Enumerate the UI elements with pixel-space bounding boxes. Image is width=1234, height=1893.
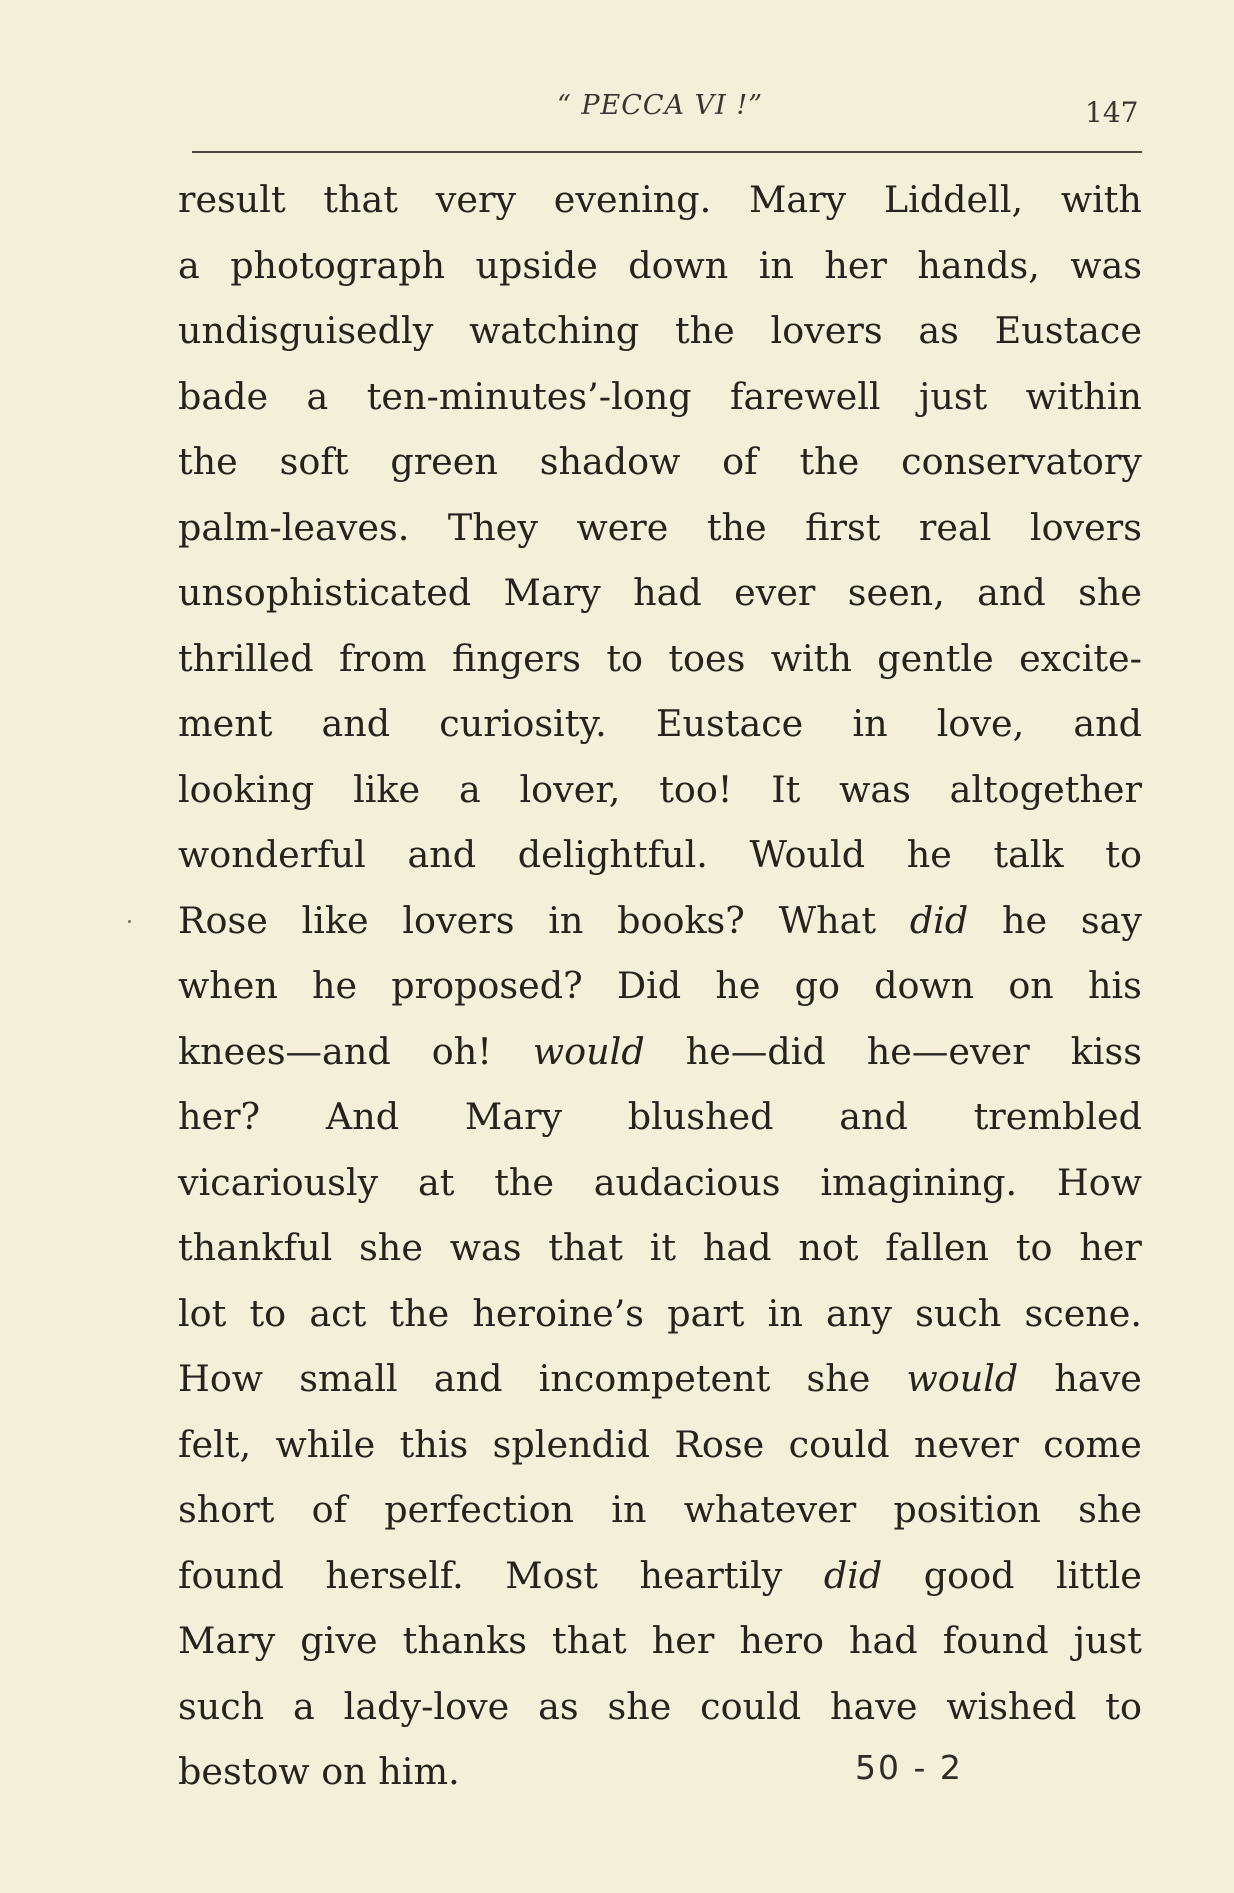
- word: heroine’s: [472, 1291, 645, 1335]
- word: a: [306, 374, 329, 418]
- word: was: [1070, 243, 1142, 287]
- word: unsophisticated: [178, 571, 472, 614]
- word: Most: [505, 1553, 598, 1597]
- word: How: [1056, 1160, 1142, 1204]
- word: delightful.: [517, 833, 708, 876]
- word: such: [178, 1684, 265, 1728]
- page-number: 147: [1085, 96, 1139, 129]
- text-line: [178, 495, 1142, 561]
- word: They: [447, 505, 538, 549]
- word: he—did: [685, 1029, 826, 1073]
- word: any: [826, 1291, 892, 1335]
- word: could: [700, 1684, 802, 1728]
- word: excite-: [1019, 636, 1142, 680]
- word: Liddell,: [883, 178, 1024, 221]
- word: had: [633, 571, 702, 614]
- word: as: [538, 1684, 579, 1728]
- word: that: [548, 1226, 623, 1269]
- text-line: [178, 1608, 1142, 1674]
- text-line: [178, 1281, 1142, 1347]
- word: never: [914, 1422, 1019, 1466]
- text-line: [178, 233, 1142, 299]
- word: her: [824, 243, 887, 287]
- word: of: [722, 440, 758, 483]
- word: of: [311, 1488, 348, 1531]
- word: a: [178, 243, 200, 287]
- word: she: [359, 1226, 423, 1269]
- text-line: [178, 1739, 1142, 1805]
- word: a: [458, 767, 481, 811]
- word: incompetent: [538, 1357, 771, 1400]
- text-line: [178, 757, 1142, 823]
- word: Mary: [178, 1619, 276, 1662]
- margin-mark: [128, 920, 131, 923]
- text-line: [178, 1150, 1142, 1216]
- word: fallen: [885, 1226, 990, 1269]
- word: was: [839, 767, 911, 811]
- word: shadow: [539, 440, 681, 483]
- word: It: [771, 767, 801, 811]
- word: did: [909, 898, 969, 942]
- word: such: [915, 1291, 1002, 1335]
- word: she: [806, 1357, 871, 1400]
- word: down: [628, 243, 729, 287]
- word: Rose: [674, 1422, 765, 1466]
- text-line: [178, 1084, 1142, 1150]
- word: kiss: [1070, 1029, 1142, 1073]
- word: undisguisedly: [178, 309, 434, 352]
- word: wished: [946, 1684, 1077, 1728]
- word: in: [758, 243, 794, 287]
- word: thankful: [178, 1226, 333, 1269]
- word: have: [1054, 1357, 1142, 1400]
- word: Did: [616, 964, 682, 1007]
- word: good: [923, 1553, 1015, 1597]
- word: part: [667, 1291, 745, 1335]
- word: position: [893, 1488, 1041, 1531]
- word: have: [829, 1684, 918, 1728]
- word: while: [275, 1422, 376, 1466]
- word: to: [249, 1291, 287, 1335]
- word: too!: [659, 767, 733, 811]
- word: he: [715, 964, 761, 1007]
- word: palm-leaves.: [178, 505, 410, 549]
- word: talk: [993, 833, 1064, 876]
- word: Mary: [503, 571, 601, 614]
- word: soft: [279, 440, 349, 483]
- word: thrilled: [178, 636, 314, 680]
- text-line: [178, 560, 1142, 626]
- word: found: [942, 1619, 1049, 1662]
- word: did: [823, 1553, 883, 1597]
- word: just: [919, 374, 988, 418]
- word: he: [1001, 898, 1048, 942]
- word: at: [417, 1160, 455, 1204]
- word: hero: [739, 1619, 824, 1662]
- word: in: [852, 702, 888, 745]
- word: heartily: [639, 1553, 783, 1597]
- word: love,: [936, 702, 1025, 745]
- word: Mary: [464, 1095, 563, 1138]
- word: give: [300, 1619, 378, 1662]
- text-line: [178, 1477, 1142, 1543]
- word: looking: [178, 767, 315, 811]
- word: he: [312, 964, 358, 1007]
- word: it: [649, 1226, 677, 1269]
- word: the: [389, 1291, 450, 1335]
- text-line: [178, 298, 1142, 364]
- word: lover,: [519, 767, 621, 811]
- word: that: [552, 1619, 627, 1662]
- printer-signature: 50 - 2: [855, 1748, 963, 1787]
- word: conservatory: [901, 440, 1142, 483]
- word: proposed?: [391, 964, 583, 1007]
- word: just: [1073, 1619, 1142, 1662]
- word: Rose: [178, 898, 268, 942]
- word: lady-love: [343, 1684, 510, 1728]
- text-line: [178, 822, 1142, 888]
- text-line: [178, 691, 1142, 757]
- word: to: [1015, 1226, 1053, 1269]
- word: had: [702, 1226, 772, 1269]
- word: when: [178, 964, 278, 1007]
- word: like: [301, 898, 369, 942]
- word: scene.: [1024, 1291, 1142, 1335]
- word: his: [1087, 964, 1142, 1007]
- word: knees—and: [178, 1029, 391, 1073]
- text-line: [178, 1543, 1142, 1609]
- word: with: [1060, 178, 1142, 221]
- word: whatever: [683, 1488, 857, 1531]
- word: first: [805, 505, 881, 549]
- word: that: [323, 178, 398, 221]
- word: he—ever: [866, 1029, 1030, 1073]
- word: the: [706, 505, 767, 549]
- word: she: [1078, 1488, 1142, 1531]
- word: gentle: [877, 636, 994, 680]
- word: perfection: [384, 1488, 575, 1531]
- word: books?: [617, 898, 745, 942]
- word: to: [1105, 833, 1142, 876]
- word: real: [918, 505, 992, 549]
- word: like: [353, 767, 421, 811]
- word: ever: [734, 571, 816, 614]
- word: and: [321, 702, 391, 745]
- word: lovers: [402, 898, 515, 942]
- word: bestow: [178, 1750, 310, 1793]
- word: ment: [178, 702, 273, 745]
- word: photograph: [230, 243, 446, 287]
- word: him.: [378, 1750, 460, 1793]
- word: ten-minutes’-long: [366, 374, 692, 418]
- word: he: [906, 833, 952, 876]
- word: blushed: [627, 1095, 774, 1138]
- word: on: [321, 1750, 367, 1793]
- word: lovers: [1029, 505, 1142, 549]
- text-line: [178, 1674, 1142, 1740]
- word: a: [293, 1684, 315, 1728]
- word: upside: [475, 243, 598, 287]
- word: was: [449, 1226, 522, 1269]
- word: had: [849, 1619, 918, 1662]
- word: on: [1008, 964, 1054, 1007]
- word: act: [309, 1291, 367, 1335]
- word: trembled: [973, 1095, 1142, 1138]
- word: lovers: [770, 309, 883, 352]
- running-title: “ PECCA VI !”: [556, 90, 764, 121]
- word: as: [918, 309, 959, 352]
- running-head: [0, 90, 1234, 130]
- word: toes: [668, 636, 746, 680]
- text-line: [178, 364, 1142, 430]
- word: the: [675, 309, 735, 352]
- word: found: [178, 1553, 284, 1597]
- text-line: [178, 1412, 1142, 1478]
- word: go: [794, 964, 840, 1007]
- text-line: [178, 953, 1142, 1019]
- text-line: [178, 888, 1142, 954]
- word: felt,: [178, 1422, 252, 1466]
- word: down: [874, 964, 975, 1007]
- word: audacious: [593, 1160, 781, 1204]
- word: Mary: [748, 178, 847, 221]
- word: and: [977, 571, 1046, 614]
- word: oh!: [431, 1029, 492, 1073]
- text-line: [178, 1019, 1142, 1085]
- word: her?: [178, 1095, 261, 1138]
- word: she: [607, 1684, 672, 1728]
- word: farewell: [730, 374, 881, 418]
- word: bade: [178, 374, 269, 418]
- word: fingers: [451, 636, 581, 680]
- word: from: [339, 636, 427, 680]
- word: wonderful: [178, 833, 366, 876]
- word: and: [407, 833, 477, 876]
- word: with: [770, 636, 852, 680]
- word: her: [651, 1619, 715, 1662]
- word: imagining.: [820, 1160, 1018, 1204]
- word: very: [435, 178, 517, 221]
- word: short: [178, 1488, 275, 1531]
- word: small: [299, 1357, 398, 1400]
- word: And: [325, 1095, 400, 1138]
- word: What: [778, 898, 877, 942]
- word: and: [839, 1095, 908, 1138]
- word: hands,: [917, 243, 1040, 287]
- word: result: [178, 178, 286, 221]
- word: watching: [469, 309, 640, 352]
- word: little: [1055, 1553, 1142, 1597]
- word: splendid: [492, 1422, 650, 1466]
- word: this: [399, 1422, 469, 1466]
- word: the: [799, 440, 860, 483]
- word: within: [1025, 374, 1142, 418]
- word: curiosity.: [439, 702, 607, 745]
- word: in: [548, 898, 584, 942]
- word: Would: [749, 833, 866, 876]
- word: seen,: [847, 571, 945, 614]
- word: to: [1105, 1684, 1142, 1728]
- word: thanks: [402, 1619, 527, 1662]
- word: How: [178, 1357, 264, 1400]
- word: to: [606, 636, 643, 680]
- word: lot: [178, 1291, 227, 1335]
- word: would: [532, 1029, 645, 1073]
- word: Eustace: [994, 309, 1142, 352]
- word: the: [494, 1160, 554, 1204]
- text-line: [178, 167, 1142, 233]
- word: would: [906, 1357, 1019, 1400]
- text-line: [178, 1346, 1142, 1412]
- word: come: [1043, 1422, 1142, 1466]
- text-line: [178, 626, 1142, 692]
- word: altogether: [949, 767, 1142, 811]
- word: say: [1080, 898, 1142, 942]
- word: in: [611, 1488, 647, 1531]
- word: the: [178, 440, 238, 483]
- word: she: [1078, 571, 1142, 614]
- word: could: [788, 1422, 890, 1466]
- word: her: [1079, 1226, 1142, 1269]
- word: not: [798, 1226, 859, 1269]
- body-text: [178, 167, 1142, 1805]
- word: and: [1073, 702, 1142, 745]
- text-line: [178, 1215, 1142, 1281]
- word: vicariously: [178, 1160, 379, 1204]
- text-line: [178, 429, 1142, 495]
- word: Eustace: [655, 702, 804, 745]
- word: and: [433, 1357, 503, 1400]
- word: evening.: [553, 178, 712, 221]
- header-rule: [192, 151, 1142, 153]
- word: were: [576, 505, 669, 549]
- word: green: [390, 440, 498, 483]
- word: herself.: [325, 1553, 464, 1597]
- word: in: [767, 1291, 803, 1335]
